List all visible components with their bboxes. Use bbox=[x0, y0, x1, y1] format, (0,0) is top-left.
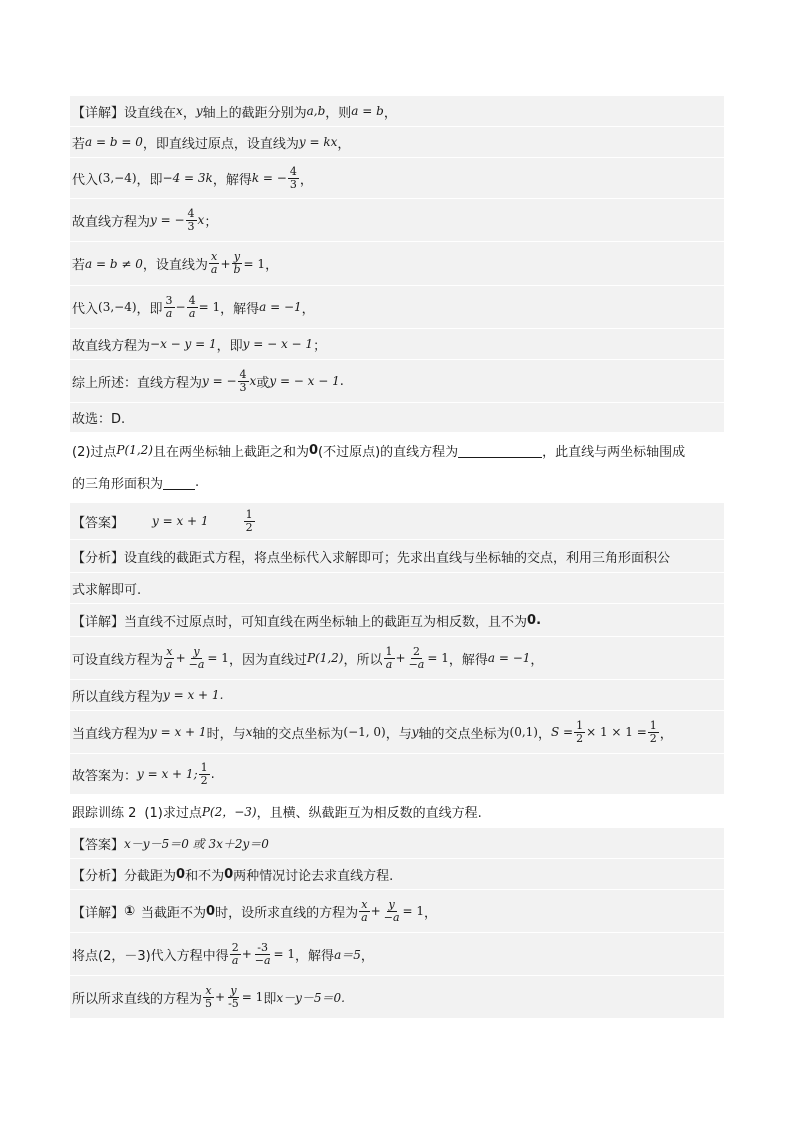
text: ， bbox=[383, 105, 397, 121]
detail-label: 【详解】 bbox=[72, 105, 125, 121]
math: + bbox=[370, 904, 381, 918]
text: 将点(2，－3)代入方程中得 bbox=[72, 948, 229, 964]
text: 或 bbox=[256, 375, 270, 391]
text: 时，与 bbox=[206, 726, 246, 742]
fraction: $\frac{x}{a}$ bbox=[210, 250, 218, 276]
fraction: $\frac{2}{a}$ bbox=[231, 940, 239, 967]
fraction: $\frac{y}{-a}$ bbox=[383, 897, 400, 924]
training-2-question bbox=[70, 797, 724, 825]
text: 两种情况讨论去求直线方程. bbox=[233, 868, 394, 884]
fraction: $\frac{2}{-a}$ bbox=[408, 644, 425, 671]
text: 和不为 bbox=[185, 868, 225, 884]
math: = 1 bbox=[402, 904, 425, 918]
answer-blank[interactable] bbox=[163, 475, 195, 490]
math: S = bbox=[551, 725, 574, 739]
detail-line-9 bbox=[70, 403, 724, 432]
detail3-line-2 bbox=[70, 933, 724, 975]
text: ，且横、纵截距互为相反数的直线方程. bbox=[256, 805, 482, 821]
math: x－y－5＝0 或 3x＋2y＝0 bbox=[124, 836, 269, 851]
math: y = − x − 1 bbox=[242, 337, 314, 351]
math: (−1, 0) bbox=[343, 725, 386, 739]
text: 所以所求直线的方程为 bbox=[72, 991, 203, 1007]
detail2-line-2 bbox=[70, 637, 724, 679]
text: 综上所述：直线方程为 bbox=[72, 375, 203, 391]
analysis-label: 【分析】 bbox=[72, 868, 125, 884]
text: ，所以 bbox=[343, 652, 383, 668]
text: 且在两坐标轴上截距之和为 bbox=[152, 444, 309, 460]
text: ，解得 bbox=[448, 652, 488, 668]
fraction: $\frac{1}{a}$ bbox=[385, 644, 393, 671]
text: (1)求过点 bbox=[144, 805, 202, 821]
math: x bbox=[249, 374, 257, 388]
detail-label: 【详解】 bbox=[72, 614, 125, 630]
text: 若 bbox=[72, 258, 86, 273]
math: = 1 bbox=[427, 651, 449, 665]
math: −x − y = 1 bbox=[150, 337, 217, 351]
text: 代入 bbox=[72, 172, 99, 188]
math: k = − bbox=[251, 171, 287, 185]
text: 时，设所求直线的方程为 bbox=[215, 905, 359, 921]
text: (不过原点)的直线方程为 bbox=[318, 444, 459, 460]
text: ， bbox=[182, 105, 196, 121]
math: + bbox=[395, 651, 406, 665]
text: ，与 bbox=[385, 726, 412, 742]
math: P(2，−3) bbox=[201, 804, 257, 819]
fraction: $\frac{-3}{-a}$ bbox=[254, 940, 271, 967]
text: ，即 bbox=[216, 338, 243, 354]
detail2-line-3 bbox=[70, 680, 724, 710]
math: a = −1 bbox=[487, 651, 531, 665]
circled-number: ① bbox=[124, 903, 136, 919]
text: ，则 bbox=[325, 105, 352, 121]
detail-line-1 bbox=[70, 96, 724, 126]
math: (0,1) bbox=[509, 725, 538, 739]
math: x bbox=[197, 213, 205, 227]
math: x bbox=[245, 725, 253, 739]
fraction: $\frac{x}{a}$ bbox=[166, 644, 173, 671]
text: 设直线在 bbox=[124, 105, 177, 121]
text: 故直线方程为 bbox=[72, 214, 151, 230]
text: ， bbox=[337, 136, 351, 152]
fraction: $\frac{4}{3}$ bbox=[289, 164, 297, 191]
answer-label: 【答案】 bbox=[72, 837, 125, 853]
fraction: $\frac{x}{5}$ bbox=[205, 983, 213, 1010]
math: = 1 bbox=[198, 300, 221, 314]
text: 当直线方程为 bbox=[72, 726, 151, 742]
fraction: $\frac{x}{a}$ bbox=[361, 897, 368, 924]
math: y = kx bbox=[298, 135, 338, 149]
text: ，设直线为 bbox=[142, 258, 208, 273]
text: 0 bbox=[206, 903, 216, 919]
text: ，即 bbox=[136, 301, 163, 317]
math: a = −1 bbox=[259, 300, 302, 314]
fraction: $\frac{1}{2}$ bbox=[200, 760, 208, 787]
text: ， bbox=[299, 172, 313, 188]
math: a = b bbox=[351, 104, 384, 118]
math: + bbox=[215, 990, 226, 1004]
text: 0. bbox=[527, 612, 542, 628]
math: y bbox=[195, 104, 203, 118]
math: + bbox=[220, 256, 231, 271]
analysis-line-1 bbox=[70, 540, 724, 572]
text: ，解得 bbox=[220, 301, 260, 317]
question-2-line-2 bbox=[70, 468, 724, 496]
text: ，即直线过原点，设直线为 bbox=[142, 136, 299, 152]
text: ； bbox=[204, 214, 218, 230]
detail-line-5 bbox=[70, 242, 724, 285]
fraction: $\frac{y}{b}$ bbox=[233, 250, 241, 276]
text: ， bbox=[360, 948, 374, 964]
math: y = − bbox=[202, 374, 237, 388]
detail-line-3 bbox=[70, 158, 724, 198]
text: 分截距为 bbox=[124, 868, 177, 884]
text: 所以直线方程为 bbox=[72, 689, 164, 705]
detail2-line-5 bbox=[70, 754, 724, 794]
math: + bbox=[241, 947, 252, 961]
text: 代入 bbox=[72, 301, 99, 317]
math: y bbox=[411, 725, 419, 739]
text: ，即 bbox=[136, 172, 163, 188]
text: 的三角形面积为 bbox=[72, 476, 164, 492]
text: 0 bbox=[176, 866, 186, 882]
math: (3,−4) bbox=[98, 171, 137, 185]
detail-line-4 bbox=[70, 199, 724, 241]
text: 若 bbox=[72, 136, 86, 152]
text: 0 bbox=[308, 442, 319, 458]
text: 轴的交点坐标为 bbox=[252, 726, 344, 742]
text: 跟踪训练 2 bbox=[72, 805, 137, 821]
math: = 1 bbox=[241, 990, 264, 1004]
detail3-line-1 bbox=[70, 890, 724, 932]
text: 设直线的截距式方程，将点坐标代入求解即可；先求出直线与坐标轴的交点，利用三角形面积公 bbox=[124, 550, 671, 566]
fraction: $\frac{1}{2}$ bbox=[245, 507, 253, 534]
text: 当直线不过原点时，可知直线在两坐标轴上的截距互为相反数，且不为 bbox=[124, 614, 528, 630]
text: ，因为直线过 bbox=[228, 652, 307, 668]
text: ， bbox=[265, 258, 279, 273]
math: y = − x − 1 bbox=[269, 374, 340, 388]
detail-label: 【详解】 bbox=[72, 905, 125, 921]
text: . bbox=[339, 373, 344, 389]
math: (3,−4) bbox=[98, 300, 137, 314]
text: 故答案为： bbox=[72, 768, 138, 784]
text: ， bbox=[301, 301, 315, 317]
math: x bbox=[176, 104, 183, 118]
fraction: $\frac{1}{2}$ bbox=[576, 718, 584, 745]
fraction: $\frac{3}{a}$ bbox=[165, 293, 173, 320]
math: P(1,2) bbox=[116, 443, 153, 457]
analysis-line-3 bbox=[70, 859, 724, 889]
math: a＝5 bbox=[334, 947, 361, 962]
math: y = x + 1; bbox=[137, 767, 198, 781]
detail-line-7 bbox=[70, 329, 724, 359]
text: . bbox=[195, 474, 200, 490]
fraction: $\frac{1}{2}$ bbox=[649, 718, 657, 745]
answer-line-3 bbox=[70, 828, 724, 858]
analysis-label: 【分析】 bbox=[72, 550, 125, 566]
text: ； bbox=[313, 338, 327, 354]
text: 轴上的截距分别为 bbox=[202, 105, 307, 121]
math: y = x + 1 bbox=[150, 725, 207, 739]
analysis-line-2 bbox=[70, 573, 724, 603]
math: P(1,2) bbox=[306, 651, 344, 665]
answer-blank[interactable] bbox=[458, 443, 542, 458]
text: ，此直线与两坐标轴围成 bbox=[542, 444, 686, 460]
text: ， bbox=[424, 905, 438, 921]
math: = 1 bbox=[243, 256, 266, 271]
text: 可设直线方程为 bbox=[72, 652, 164, 668]
text: 故直线方程为 bbox=[72, 338, 151, 354]
detail2-line-4 bbox=[70, 711, 724, 753]
detail-line-2 bbox=[70, 127, 724, 157]
fraction: $\frac{4}{3}$ bbox=[187, 206, 195, 233]
text: ， bbox=[530, 652, 544, 668]
text: ， bbox=[659, 726, 673, 742]
fraction: $\frac{y}{-a}$ bbox=[188, 644, 205, 671]
text: ，解得 bbox=[212, 172, 252, 188]
math: × 1 × 1 = bbox=[586, 725, 647, 739]
text: 0 bbox=[224, 866, 234, 882]
text: ，解得 bbox=[295, 948, 335, 964]
text: 轴的交点坐标为 bbox=[418, 726, 510, 742]
detail-line-6 bbox=[70, 286, 724, 328]
math: y = − bbox=[150, 213, 185, 227]
math: a,b bbox=[306, 104, 326, 118]
text: ， bbox=[537, 726, 551, 742]
math: y = x + 1. bbox=[163, 688, 224, 702]
answer-line bbox=[70, 503, 724, 539]
text: 式求解即可. bbox=[72, 582, 142, 598]
math: x－y－5＝0. bbox=[276, 990, 345, 1005]
text: 即 bbox=[263, 991, 277, 1007]
math: a = b = 0 bbox=[85, 135, 143, 149]
math: = 1 bbox=[207, 651, 229, 665]
text: . bbox=[210, 766, 215, 782]
question-2-line-1 bbox=[70, 436, 724, 464]
detail2-line-1 bbox=[70, 604, 724, 636]
text: (2)过点 bbox=[72, 444, 117, 460]
math: a = b ≠ 0 bbox=[85, 256, 143, 271]
fraction: $\frac{4}{a}$ bbox=[188, 293, 196, 320]
text: 当截距不为 bbox=[141, 905, 207, 921]
answer-label: 【答案】 bbox=[72, 515, 125, 531]
text: 故选：D. bbox=[72, 412, 126, 427]
detail-line-8 bbox=[70, 360, 724, 402]
math: = 1 bbox=[273, 947, 296, 961]
fraction: $\frac{y}{-5}$ bbox=[228, 983, 239, 1010]
detail3-line-3 bbox=[70, 976, 724, 1018]
math: + bbox=[175, 651, 186, 665]
math: −4 = 3k bbox=[162, 171, 213, 185]
fraction: $\frac{4}{3}$ bbox=[239, 367, 247, 394]
math: − bbox=[175, 300, 186, 314]
math: y = x + 1 bbox=[152, 514, 209, 528]
